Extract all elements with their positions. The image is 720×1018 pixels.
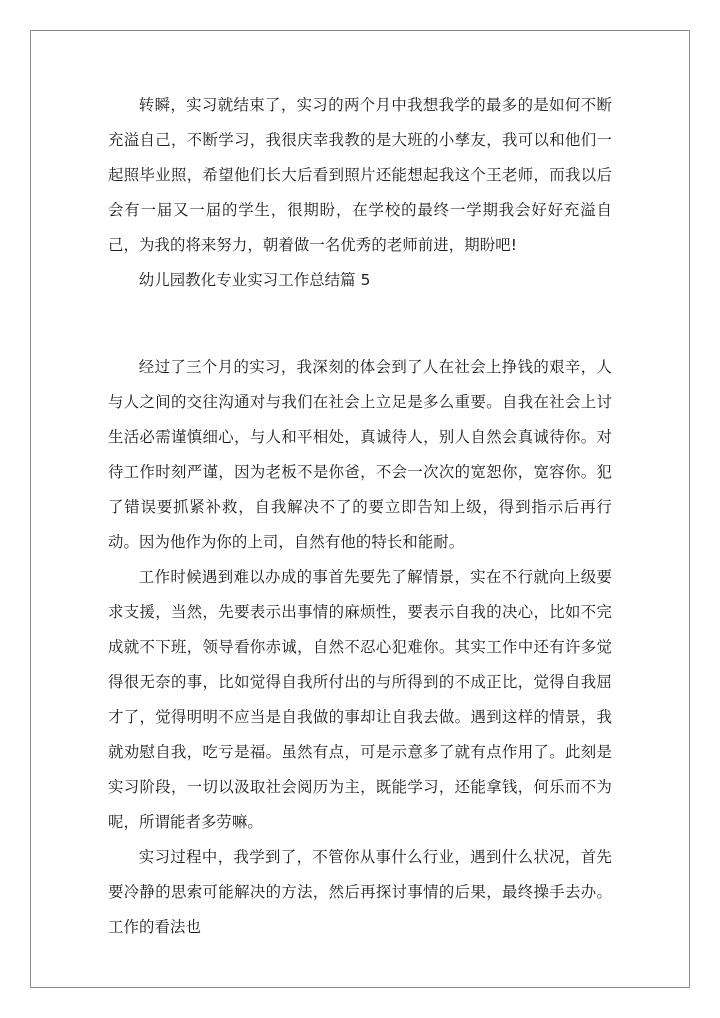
blank-space xyxy=(108,298,612,350)
document-body xyxy=(108,88,612,945)
paragraph-2: 经过了三个月的实习，我深刻的体会到了人在社会上挣钱的艰辛，人与人之间的交往沟通对与我们在社会上立足是多么重要。自我在社会上讨生活必需谨慎细心，与人和平相处，真诚待人，别人自然会真诚待你。对待工作时刻严谨，因为老板不是你爸，不会一次次的宽恕你，宽容你。犯了错误要抓紧补救，自我解决不了的要立即告知上级，得到指示后再行动。因为他作为你的上司，自然有他的特长和能耐。 xyxy=(108,358,612,551)
section-title: 幼儿园教化专业实习工作总结篇 5 xyxy=(138,271,371,289)
paragraph-1: 转瞬，实习就结束了，实习的两个月中我想我学的最多的是如何不断充溢自己，不断学习，我很庆幸我教的是大班的小孳友，我可以和他们一起照毕业照，希望他们长大后看到照片还能想起我这个王老师，而我以后会有一届又一届的学生，很期盼，在学校的最终一学期我会好好充溢自己，为我的将来努力，朝着做一名优秀的老师前进，期盼吧! xyxy=(108,96,612,254)
paragraph-3: 工作时候遇到难以办成的事首先要先了解情景，实在不行就向上级要求支援，当然，先要表示出事情的麻烦性，要表示自我的决心，比如不完成就不下班，领导看你赤诚，自然不忍心犯难你。其实工作中还有许多觉得很无奈的事，比如觉得自我所付出的与所得到的不成正比，觉得自我屈才了，觉得明明不应当是自我做的事却让自我去做。遇到这样的情景，我就劝慰自我，吃亏是福。虽然有点，可是示意多了就有点作用了。此刻是实习阶段，一切以汲取社会阅历为主，既能学习，还能拿钱，何乐而不为呢，所谓能者多劳嘛。 xyxy=(108,568,612,831)
paragraph-4: 实习过程中，我学到了，不管你从事什么行业，遇到什么状况，首先要冷静的思索可能解决的方法，然后再探讨事情的后果，最终操手去办。工作的看法也 xyxy=(108,848,612,936)
